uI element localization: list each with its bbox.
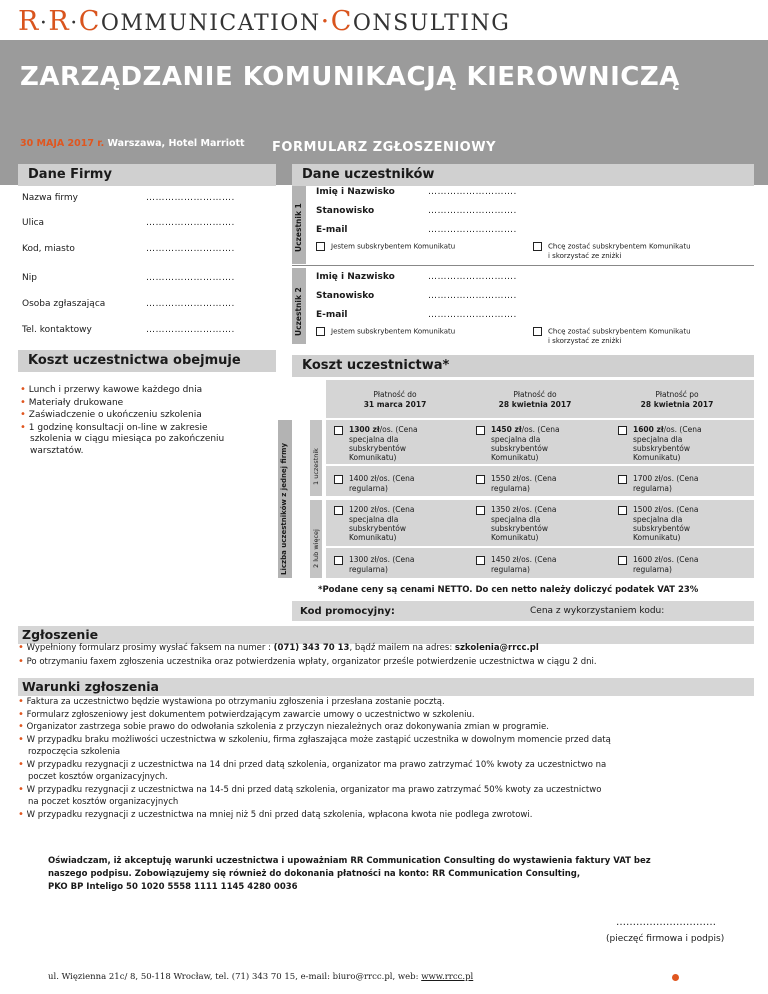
list-item: • Materiały drukowane (20, 396, 124, 408)
price-option[interactable]: 1600 zł/os. (Cena regularna) (618, 555, 698, 574)
list-item: • W przypadku rezygnacji z uczestnictwa na 14-5 dni przed datą szkolenia, organizator ma prawo zatrzymać 50% kwoty za uczestnictwo (18, 783, 602, 795)
company-name-input[interactable]: ………………………. (146, 193, 235, 203)
list-item: • W przypadku braku możliwości uczestnictwa w szkoleniu, firma zgłaszająca może zastąpić uczestnika w dowolnym momencie przed datą (18, 733, 611, 745)
price-option[interactable]: 1550 zł/os. (Cena regularna) (476, 474, 556, 493)
participant-field-label: Imię i Nazwisko (316, 272, 395, 282)
company-field-label: Nazwa firmy (22, 193, 79, 203)
discount-note: i skorzystać ze zniżki (548, 252, 622, 260)
company-field-label: Kod, miasto (22, 244, 75, 254)
tier-1-label: 1 uczestnik (312, 448, 320, 485)
list-item: • Faktura za uczestnictwo będzie wystawiona po otrzymaniu zgłoszenia i przesłana zostanie pocztą. (18, 696, 445, 707)
terms-header: Warunki zgłoszenia (18, 678, 754, 696)
includes-list: • Lunch i przerwy kawowe każdego dnia • Materiały drukowane • Zaświadczenie o ukończeniu szkolenia • 1 godzinę konsultacji on-line w zakresie szkolenia w ciągu miesiąca po zakończeniu warsztatów. (20, 384, 225, 456)
price-option[interactable]: 1500 zł/os. (Cena specjalna dla subskrybentów Komunikatu) (618, 505, 698, 542)
participant-2-name-input[interactable]: ………………………. (428, 272, 517, 282)
price-option[interactable]: 1300 zł/os. (Cena regularna) (334, 555, 414, 574)
company-field-label: Tel. kontaktowy (22, 325, 92, 335)
participant-1-position-input[interactable]: ………………………. (428, 206, 517, 216)
phone-input[interactable]: ………………………. (146, 325, 235, 335)
participant-1-label: Uczestnik 1 (294, 203, 303, 252)
includes-header: Koszt uczestnictwa obejmuje (18, 350, 276, 372)
discount-note: i skorzystać ze zniżki (548, 337, 622, 345)
declaration: Oświadczam, iż akceptuję warunki uczestnictwa i upoważniam RR Communication Consulting do wystawienia faktury VAT bez naszego podpisu. Zobowiązujemy się również do dokonania płatności na konto: RR Communication Consulting, PKO BP Inteligo 50 1020 5558 1111 1145 4280 0036 (48, 856, 651, 892)
participant-field-label: Stanowisko (316, 291, 375, 301)
application-line: • Wypełniony formularz prosimy wysłać faksem na numer : (071) 343 70 13, bądź mailem na adres: szkolenia@rrcc.pl (18, 642, 539, 653)
footer-address: ul. Więzienna 21c/ 8, 50-118 Wrocław, tel. (71) 343 70 15, e-mail: biuro@rrcc.pl, web: www.rrcc.pl (48, 972, 474, 982)
participants-count-label: Liczba uczestników z jednej firmy (280, 442, 288, 575)
participant-field-label: E-mail (316, 225, 348, 235)
participants-header: Dane uczestników (292, 164, 754, 186)
website-link[interactable]: www.rrcc.pl (421, 972, 474, 982)
participant-1-subscriber-checkbox[interactable]: Jestem subskrybentem Komunikatu (316, 242, 455, 252)
signature-line[interactable]: ………………………… (616, 917, 716, 928)
participant-2-subscriber-checkbox[interactable]: Jestem subskrybentem Komunikatu (316, 327, 455, 337)
list-item: • 1 godzinę konsultacji on-line w zakresie (20, 421, 208, 433)
participant-1-email-input[interactable]: ………………………. (428, 225, 517, 235)
participants-divider (292, 265, 754, 266)
list-item: • Lunch i przerwy kawowe każdego dnia (20, 384, 203, 395)
column-header: Płatność do 31 marca 2017 (363, 390, 427, 409)
participant-2-label: Uczestnik 2 (294, 287, 303, 336)
vat-note: *Podane ceny są cenami NETTO. Do cen netto należy doliczyć podatek VAT 23% (318, 585, 699, 595)
page-title: ZARZĄDZANIE KOMUNIKACJĄ KIEROWNICZĄ (20, 62, 680, 92)
application-header: Zgłoszenie (18, 626, 754, 644)
price-option[interactable]: 1200 zł/os. (Cena specjalna dla subskrybentów Komunikatu) (334, 505, 414, 542)
form-title: FORMULARZ ZGŁOSZENIOWY (272, 140, 496, 155)
participant-field-label: Imię i Nazwisko (316, 187, 395, 197)
promo-code-label[interactable]: Kod promocyjny: (300, 606, 395, 617)
cost-header: Koszt uczestnictwa* (292, 355, 754, 377)
participant-field-label: Stanowisko (316, 206, 375, 216)
nip-input[interactable]: ………………………. (146, 273, 235, 283)
participant-field-label: E-mail (316, 310, 348, 320)
company-field-label: Osoba zgłaszająca (22, 299, 106, 309)
price-option[interactable]: 1450 zł/os. (Cena regularna) (476, 555, 556, 574)
price-option[interactable]: 1400 zł/os. (Cena regularna) (334, 474, 414, 493)
price-option[interactable]: 1700 zł/os. (Cena regularna) (618, 474, 698, 493)
participant-2-email-input[interactable]: ………………………. (428, 310, 517, 320)
application-line: • Po otrzymaniu faxem zgłoszenia uczestnika oraz potwierdzenia wpłaty, organizator prześle potwierdzenie uczestnictwa w ciągu 2 dni. (18, 656, 597, 667)
price-option[interactable]: 1600 zł/os. (Cena specjalna dla subskrybentów Komunikatu) (618, 425, 702, 462)
company-logo: R·R·COMMUNICATION·CONSULTING (18, 6, 511, 37)
price-option[interactable]: 1350 zł/os. (Cena specjalna dla subskrybentów Komunikatu) (476, 505, 556, 542)
participant-2-position-input[interactable]: ………………………. (428, 291, 517, 301)
column-header: Płatność do 28 kwietnia 2017 (498, 390, 572, 409)
footer-dot (672, 974, 679, 981)
list-item: • W przypadku rezygnacji z uczestnictwa na mniej niż 5 dni przed datą szkolenia, wpłacona kwota nie podlega zwrotowi. (18, 808, 533, 820)
price-option[interactable]: 1300 zł/os. (Cena specjalna dla subskrybentów Komunikatu) (334, 425, 418, 462)
postal-city-input[interactable]: ………………………. (146, 244, 235, 254)
company-field-label: Ulica (22, 218, 45, 228)
list-item: • W przypadku rezygnacji z uczestnictwa na 14 dni przed datą szkolenia, organizator ma prawo zatrzymać 10% kwoty za uczestnictwo na (18, 758, 607, 770)
list-item: • Formularz zgłoszeniowy jest dokumentem potwierdzającym zawarcie umowy o uczestnictwo w szkoleniu. (18, 708, 475, 720)
event-date-place: 30 MAJA 2017 r. Warszawa, Hotel Marriott (20, 138, 245, 149)
promo-price-label[interactable]: Cena z wykorzystaniem kodu: (530, 606, 665, 616)
contact-person-input[interactable]: ………………………. (146, 299, 235, 309)
price-option[interactable]: 1450 zł/os. (Cena specjalna dla subskrybentów Komunikatu) (476, 425, 560, 462)
tier-2-label: 2 lub więcej (312, 529, 320, 568)
street-input[interactable]: ………………………. (146, 218, 235, 228)
column-header: Płatność po 28 kwietnia 2017 (640, 390, 714, 409)
participant-1-become-subscriber-checkbox[interactable]: Chcę zostać subskrybentem Komunikatu (533, 242, 691, 252)
list-item: • Organizator zastrzega sobie prawo do odwołania szkolenia z przyczyn niezależnych oraz dokonywania zmian w programie. (18, 721, 549, 732)
participant-1-name-input[interactable]: ………………………. (428, 187, 517, 197)
participant-2-become-subscriber-checkbox[interactable]: Chcę zostać subskrybentem Komunikatu (533, 327, 691, 337)
terms-list: • Faktura za uczestnictwo będzie wystawiona po otrzymaniu zgłoszenia i przesłana zostanie pocztą. • Formularz zgłoszeniowy jest dokumentem potwierdzającym zawarcie umowy o uczestnictwo w szkoleniu. • Organizator zastrzega sobie prawo do odwołania szkolenia z przyczyn niezależnych oraz dokonywania zmian w programie. • W przypadku braku możliwości uczestnictwa w szkoleniu, firma zgłaszająca może zastąpić uczestnika w dowolnym momencie przed datą rozpoczęcia szkolenia • W przypadku rezygnacji z uczestnictwa na 14 dni przed datą szkolenia, organizator ma prawo zatrzymać 10% kwoty za uczestnictwo na poczet kosztów organizacyjnych. • W przypadku rezygnacji z uczestnictwa na 14-5 dni przed datą szkolenia, organizator ma prawo zatrzymać 50% kwoty za uczestnictwo na poczet kosztów organizacyjnych • W przypadku rezygnacji z uczestnictwa na mniej niż 5 dni przed datą szkolenia, wpłacona kwota nie podlega zwrotowi. (18, 696, 611, 820)
signature-label: (pieczęć firmowa i podpis) (606, 934, 725, 944)
company-header: Dane Firmy (18, 164, 276, 186)
list-item: • Zaświadczenie o ukończeniu szkolenia (20, 409, 202, 420)
company-field-label: Nip (22, 273, 37, 283)
